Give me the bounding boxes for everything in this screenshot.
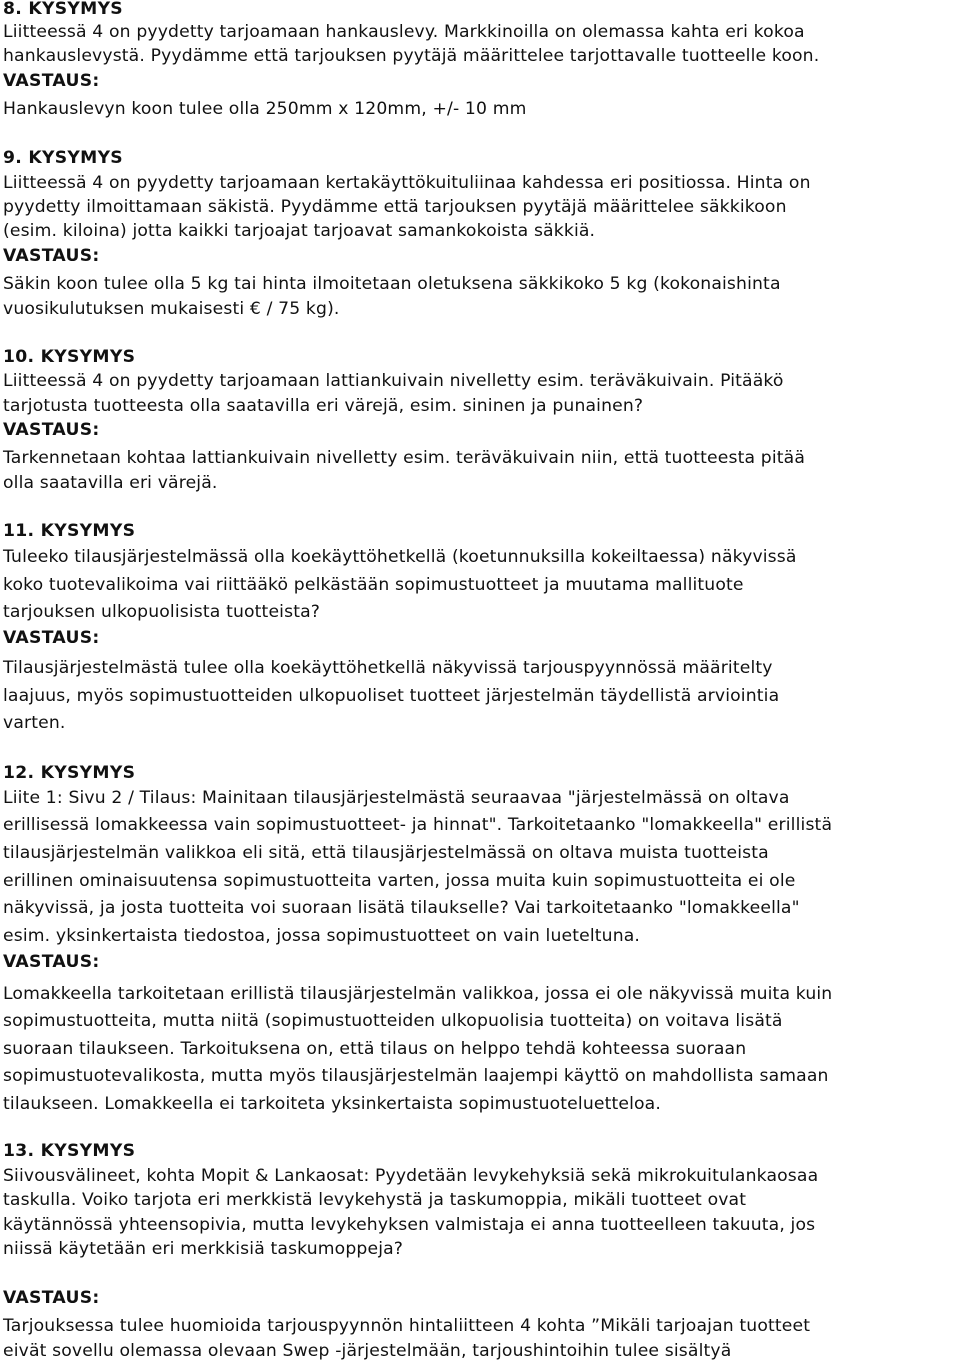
question-text-line: näkyvissä, ja josta tuotteita voi suoraan lisätä tilaukselle? Vai tarkoitetaanko "lomakkeella" xyxy=(3,898,800,918)
answer-text-line: Lomakkeella tarkoitetaan erillistä tilausjärjestelmän valikkoa, jossa ei ole näkyvissä muita kuin xyxy=(3,984,833,1004)
question-text-line: hankauslevystä. Pyydämme että tarjouksen pyytäjä määrittelee tarjottavalle tuotteelle koon. xyxy=(3,46,820,66)
answer-label: VASTAUS: xyxy=(3,628,100,648)
question-heading: 11. KYSYMYS xyxy=(3,521,136,541)
question-heading: 8. KYSYMYS xyxy=(3,0,123,19)
answer-text-line: tilaukseen. Lomakkeella ei tarkoiteta yksinkertaista sopimustuoteluetteloa. xyxy=(3,1094,661,1114)
question-heading: 13. KYSYMYS xyxy=(3,1141,136,1161)
answer-text-line: sopimustuotteita, mutta niitä (sopimustuotteiden ulkopuolisia tuotteita) on voitava lisätä xyxy=(3,1011,783,1031)
question-text-line: Liitteessä 4 on pyydetty tarjoamaan kertakäyttökuituliinaa kahdessa eri positiossa. Hinta on xyxy=(3,173,811,193)
question-text-line: erillinen ominaisuutensa sopimustuotteita varten, jossa muita kuin sopimustuotteita ei ole xyxy=(3,871,796,891)
answer-text-line: olla saatavilla eri värejä. xyxy=(3,473,218,493)
answer-label: VASTAUS: xyxy=(3,246,100,266)
answer-text-line: eivät sovellu olemassa olevaan Swep -järjestelmään, tarjoushintoihin tulee sisältyä xyxy=(3,1341,732,1361)
answer-text-line: vuosikulutuksen mukaisesti € / 75 kg). xyxy=(3,299,340,319)
question-text-line: taskulla. Voiko tarjota eri merkkistä levykehystä ja taskumoppia, mikäli tuotteet ovat xyxy=(3,1190,747,1210)
question-text-line: niissä käytetään eri merkkisiä taskumoppeja? xyxy=(3,1239,404,1259)
question-text-line: (esim. kiloina) jotta kaikki tarjoajat tarjoavat samankokoista säkkiä. xyxy=(3,221,596,241)
question-heading: 9. KYSYMYS xyxy=(3,148,123,168)
answer-label: VASTAUS: xyxy=(3,71,100,91)
question-text-line: esim. yksinkertaista tiedostoa, jossa sopimustuotteet on vain lueteltuna. xyxy=(3,926,641,946)
question-text-line: Siivousvälineet, kohta Mopit & Lankaosat: Pyydetään levykehyksiä sekä mikrokuitulankaosaa xyxy=(3,1166,819,1186)
answer-text-line: Tilausjärjestelmästä tulee olla koekäyttöhetkellä näkyvissä tarjouspyynnössä määritelty xyxy=(3,658,773,678)
answer-label: VASTAUS: xyxy=(3,1288,100,1308)
answer-text-line: laajuus, myös sopimustuotteiden ulkopuoliset tuotteet järjestelmän täydellistä arviointia xyxy=(3,686,780,706)
answer-text-line: Hankauslevyn koon tulee olla 250mm x 120mm, +/- 10 mm xyxy=(3,99,527,119)
answer-label: VASTAUS: xyxy=(3,952,100,972)
question-text-line: Tuleeko tilausjärjestelmässä olla koekäyttöhetkellä (koetunnuksilla kokeiltaessa) näkyvissä xyxy=(3,547,797,567)
answer-text-line: varten. xyxy=(3,713,66,733)
question-text-line: pyydetty ilmoittamaan säkistä. Pyydämme että tarjouksen pyytäjä määrittelee säkkikoon xyxy=(3,197,787,217)
question-text-line: tarjotusta tuotteesta olla saatavilla eri värejä, esim. sininen ja punainen? xyxy=(3,396,644,416)
answer-text-line: suoraan tilaukseen. Tarkoituksena on, että tilaus on helppo tehdä kohteessa suoraan xyxy=(3,1039,747,1059)
question-text-line: Liite 1: Sivu 2 / Tilaus: Mainitaan tilausjärjestelmästä seuraavaa "järjestelmässä on oltava xyxy=(3,788,790,808)
answer-text-line: Tarjouksessa tulee huomioida tarjouspyynnön hintaliitteen 4 kohta ”Mikäli tarjoajan tuotteet xyxy=(3,1316,811,1336)
question-text-line: Liitteessä 4 on pyydetty tarjoamaan hankauslevy. Markkinoilla on olemassa kahta eri kokoa xyxy=(3,22,805,42)
question-heading: 12. KYSYMYS xyxy=(3,763,136,783)
question-text-line: käytännössä yhteensopivia, mutta levykehyksen valmistaja ei anna tuotteelleen takuuta, jos xyxy=(3,1215,816,1235)
answer-label: VASTAUS: xyxy=(3,420,100,440)
answer-text-line: sopimustuotevalikosta, mutta myös tilausjärjestelmän laajempi käyttö on mahdollista samaan xyxy=(3,1066,829,1086)
question-heading: 10. KYSYMYS xyxy=(3,347,136,367)
answer-text-line: Tarkennetaan kohtaa lattiankuivain nivelletty esim. teräväkuivain niin, että tuotteesta pitää xyxy=(3,448,806,468)
question-text-line: erillisessä lomakkeessa vain sopimustuotteet- ja hinnat". Tarkoitetaanko "lomakkeella" erillistä xyxy=(3,815,833,835)
answer-text-line: Säkin koon tulee olla 5 kg tai hinta ilmoitetaan oletuksena säkkikoko 5 kg (kokonaishinta xyxy=(3,274,781,294)
question-text-line: Liitteessä 4 on pyydetty tarjoamaan lattiankuivain nivelletty esim. teräväkuivain. Pitääkö xyxy=(3,371,784,391)
question-text-line: tarjouksen ulkopuolisista tuotteista? xyxy=(3,602,321,622)
question-text-line: tilausjärjestelmän valikkoa eli sitä, että tilausjärjestelmässä on oltava muista tuotteista xyxy=(3,843,769,863)
question-text-line: koko tuotevalikoima vai riittääkö pelkästään sopimustuotteet ja muutama mallituote xyxy=(3,575,744,595)
